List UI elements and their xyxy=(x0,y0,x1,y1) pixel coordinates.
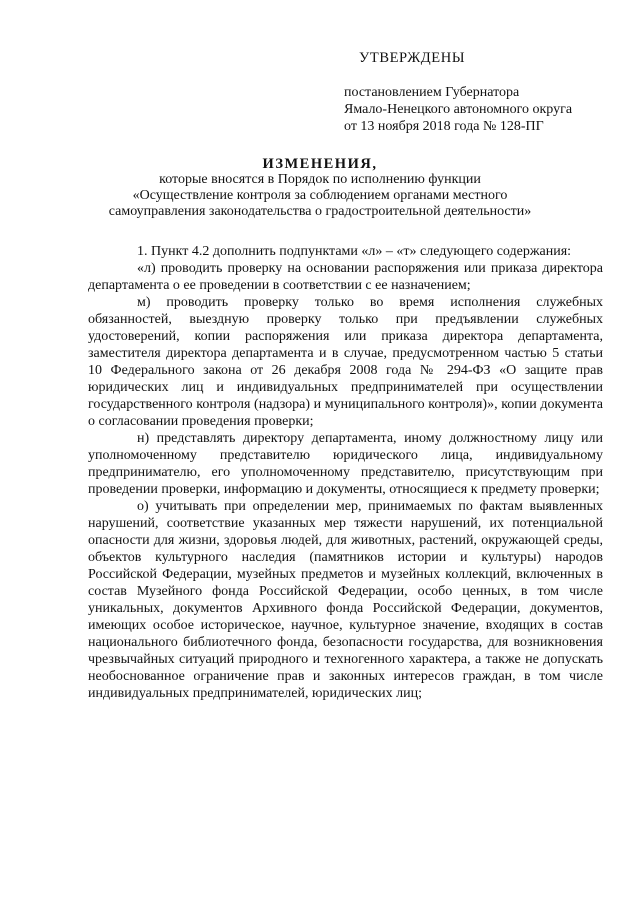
paragraph-subitem-o: о) учитывать при определении мер, принимаемых по фактам выявленных нарушений, соответствие указанных мер тяжести нарушений, их потенциальной опасности для жизни, здоровья людей, для животных, растений, окружающей среды, объектов культурного наследия (памятников истории и культуры) народов Российской Федерации, музейных предметов и музейных коллекций, включенных в состав Музейного фонда Российской Федерации, особо ценных, в том числе уникальных, документов Архивного фонда Российской Федерации, документов, имеющих особое историческое, научное, культурное значение, входящих в состав национального библиотечного фонда, безопасности государства, для возникновения чрезвычайных ситуаций природного и техногенного характера, а также не допускать необоснованное ограничение прав и законных интересов граждан, в том числе индивидуальных предпринимателей, юридических лиц; xyxy=(88,499,603,701)
paragraph-subitem-m: м) проводить проверку только во время исполнения служебных обязанностей, выездную проверку только при предъявлении служебных удостоверений, копии распоряжения или приказа директора департамента, заместителя директора департамента и в случае, предусмотренном частью 5 статьи 10 Федерального закона от 26 декабря 2008 года № 294-ФЗ «О защите прав юридических лиц и индивидуальных предпринимателей при осуществлении государственного контроля (надзора) и муниципального контроля)», копии документа о согласовании проведения проверки; xyxy=(88,295,603,429)
paragraph-subitem-n: н) представлять директору департамента, иному должностному лицу или уполномоченному представителю юридического лица, индивидуальному предпринимателю, его уполномоченному представителю, присутствующим при проведении проверки, информацию и документы, относящиеся к предмету проверки; xyxy=(88,431,603,497)
paragraph-item-1: 1. Пункт 4.2 дополнить подпунктами «л» – «т» следующего содержания: xyxy=(137,244,572,259)
document-body xyxy=(88,243,603,702)
approval-line-region: Ямало-Ненецкого автономного округа xyxy=(344,102,573,117)
heading-line-3: самоуправления законодательства о градостроительной деятельности» xyxy=(108,204,532,219)
document-title: ИЗМЕНЕНИЯ, xyxy=(262,156,378,172)
document-heading xyxy=(60,156,580,220)
approval-stamp xyxy=(344,50,634,135)
heading-line-2: «Осуществление контроля за соблюдением органами местного xyxy=(132,188,508,203)
paragraph-subitem-l: «л) проводить проверку на основании распоряжения или приказа директора департамента о ее проведении в соответствии с ее назначением; xyxy=(88,261,603,293)
approval-title: УТВЕРЖДЕНЫ xyxy=(359,50,466,66)
approval-line-date: от 13 ноября 2018 года № 128-ПГ xyxy=(344,119,544,134)
approval-line-decree: постановлением Губернатора xyxy=(344,85,520,100)
heading-line-1: которые вносятся в Порядок по исполнению функции xyxy=(159,172,481,187)
